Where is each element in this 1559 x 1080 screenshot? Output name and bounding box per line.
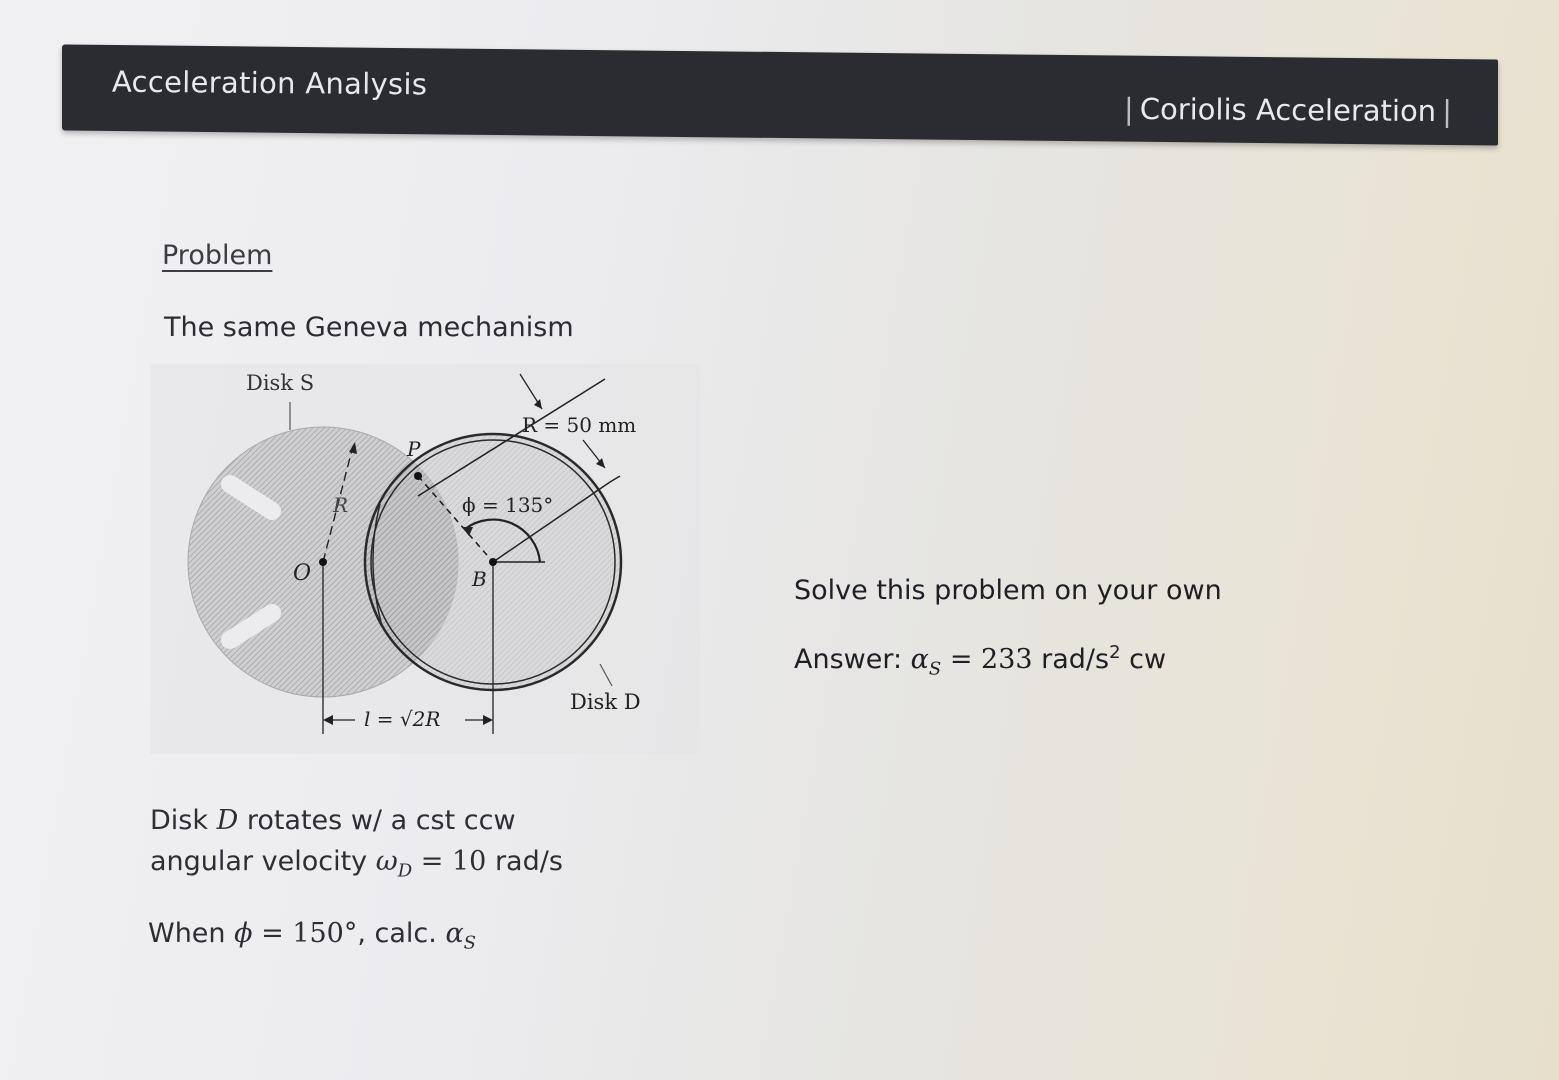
point-p-label: P [407,437,421,461]
r-label: R [333,493,349,517]
answer-line: Answer: $\alpha_S = 233$ rad/$s^2$ cw [794,642,1167,680]
header-title: Acceleration Analysis [111,64,428,102]
point-b-label: B [472,567,487,591]
angle-label: ϕ = 135° [462,493,554,517]
radius-label: R = 50 mm [522,413,637,437]
problem-description [150,800,563,891]
problem-heading: Problem [162,240,273,271]
distance-label: l = √2R [364,707,441,731]
solve-instruction: Solve this problem on your own [794,575,1222,606]
when-condition: When ϕ = 150°, calc. $\alpha_S$ [148,918,477,954]
point-o-dot [319,558,327,566]
point-o-label: O [293,561,312,586]
description-line-1: Disk D rotates w/ a cst ccw [150,805,516,836]
problem-subtitle: The same Geneva mechanism [164,312,574,343]
point-p-dot [414,472,422,480]
header-section: | Coriolis Acceleration | [1123,91,1453,129]
point-b-dot [489,558,497,566]
disk-s-label: Disk S [246,371,315,395]
disk-d-label: Disk D [570,690,641,714]
description-line-2: angular velocity $\omega_D = 10$ rad/s [150,846,563,882]
geneva-mechanism-figure [150,364,700,754]
section-title: Coriolis Acceleration [1139,91,1437,129]
